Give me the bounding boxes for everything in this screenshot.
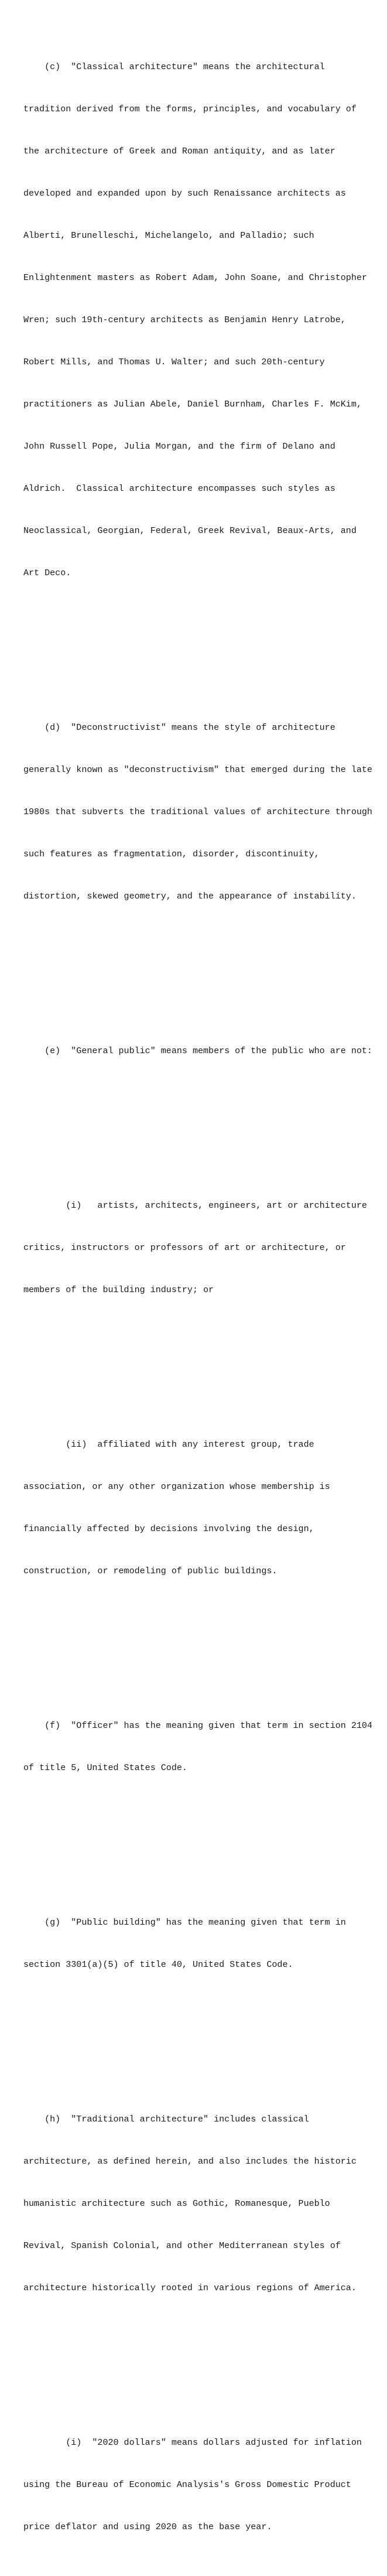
text-line: the architecture of Greek and Roman antiquity, and as later [23,146,335,156]
text-line: Art Deco. [23,568,71,578]
paragraph-spacer [23,1353,383,1367]
subparagraph-e-i [23,1170,383,1325]
paragraph-d [23,692,383,931]
text-line: developed and expanded upon by such Renaissance architects as [23,188,346,199]
text-line: construction, or remodeling of public buildings. [23,1566,278,1576]
text-line: such features as fragmentation, disorder, discontinuity, [23,849,320,859]
text-line: Revival, Spanish Colonial, and other Mediterranean styles of [23,2240,341,2251]
text-line: section 3301(a)(5) of title 40, United States Code. [23,1959,293,1970]
text-line: Neoclassical, Georgian, Federal, Greek Revival, Beaux-Arts, and [23,525,357,536]
text-line: John Russell Pope, Julia Morgan, and the firm of Delano and [23,441,335,452]
paragraph-spacer [23,1114,383,1128]
text-line: distortion, skewed geometry, and the appearance of instability. [23,891,357,901]
text-line: 1980s that subverts the traditional values of architecture through [23,807,372,817]
text-line: tradition derived from the forms, principles, and vocabulary of [23,104,357,114]
text-line: Alberti, Brunelleschi, Michelangelo, and Palladio; such [23,230,314,241]
paragraph-spacer [23,2028,383,2042]
paragraph-e [23,1016,383,1086]
text-line: (i) artists, architects, engineers, art or architecture [23,1200,367,1211]
text-line: using the Bureau of Economic Analysis's Gross Domestic Product [23,2479,351,2490]
text-line: (g) "Public building" has the meaning given that term in [23,1917,346,1928]
text-line: critics, instructors or professors of art or architecture, or [23,1242,346,1253]
paragraph-spacer [23,959,383,973]
text-line: (e) "General public" means members of the public who are not: [23,1046,372,1056]
text-line: practitioners as Julian Abele, Daniel Burnham, Charles F. McKim, [23,399,362,409]
paragraph-spacer [23,1634,383,1648]
text-line: Wren; such 19th-century architects as Benjamin Henry Latrobe, [23,315,346,325]
text-line: humanistic architecture such as Gothic, Romanesque, Pueblo [23,2198,330,2209]
paragraph-g [23,1887,383,2000]
text-line: Aldrich. Classical architecture encompasses such styles as [23,483,335,494]
paragraph-spacer [23,2351,383,2365]
paragraph-spacer [23,636,383,650]
text-line: architecture historically rooted in various regions of America. [23,2283,357,2293]
paragraph-i [23,2407,383,2562]
text-line: (d) "Deconstructivist" means the style of architecture [23,722,335,733]
paragraph-h [23,2084,383,2323]
text-line: (c) "Classical architecture" means the architectural [23,62,325,72]
text-line: generally known as "deconstructivism" that emerged during the late [23,764,372,775]
text-line: Enlightenment masters as Robert Adam, John Soane, and Christopher [23,272,367,283]
paragraph-f [23,1690,383,1803]
text-line: financially affected by decisions involving the design, [23,1523,314,1534]
document-body [23,4,383,2576]
text-line: (f) "Officer" has the meaning given that term in section 2104 [23,1720,372,1731]
paragraph-c [23,32,383,608]
text-line: Robert Mills, and Thomas U. Walter; and such 20th-century [23,357,325,367]
text-line: members of the building industry; or [23,1284,214,1295]
text-line: price deflator and using 2020 as the base year. [23,2522,272,2532]
paragraph-spacer [23,1831,383,1845]
text-line: architecture, as defined herein, and also includes the historic [23,2156,357,2167]
text-line: of title 5, United States Code. [23,1762,187,1773]
subparagraph-e-ii [23,1409,383,1606]
text-line: (ii) affiliated with any interest group, trade [23,1439,314,1450]
text-line: (i) "2020 dollars" means dollars adjusted for inflation [23,2437,362,2448]
text-line: (h) "Traditional architecture" includes classical [23,2114,309,2124]
text-line: association, or any other organization whose membership is [23,1481,330,1492]
